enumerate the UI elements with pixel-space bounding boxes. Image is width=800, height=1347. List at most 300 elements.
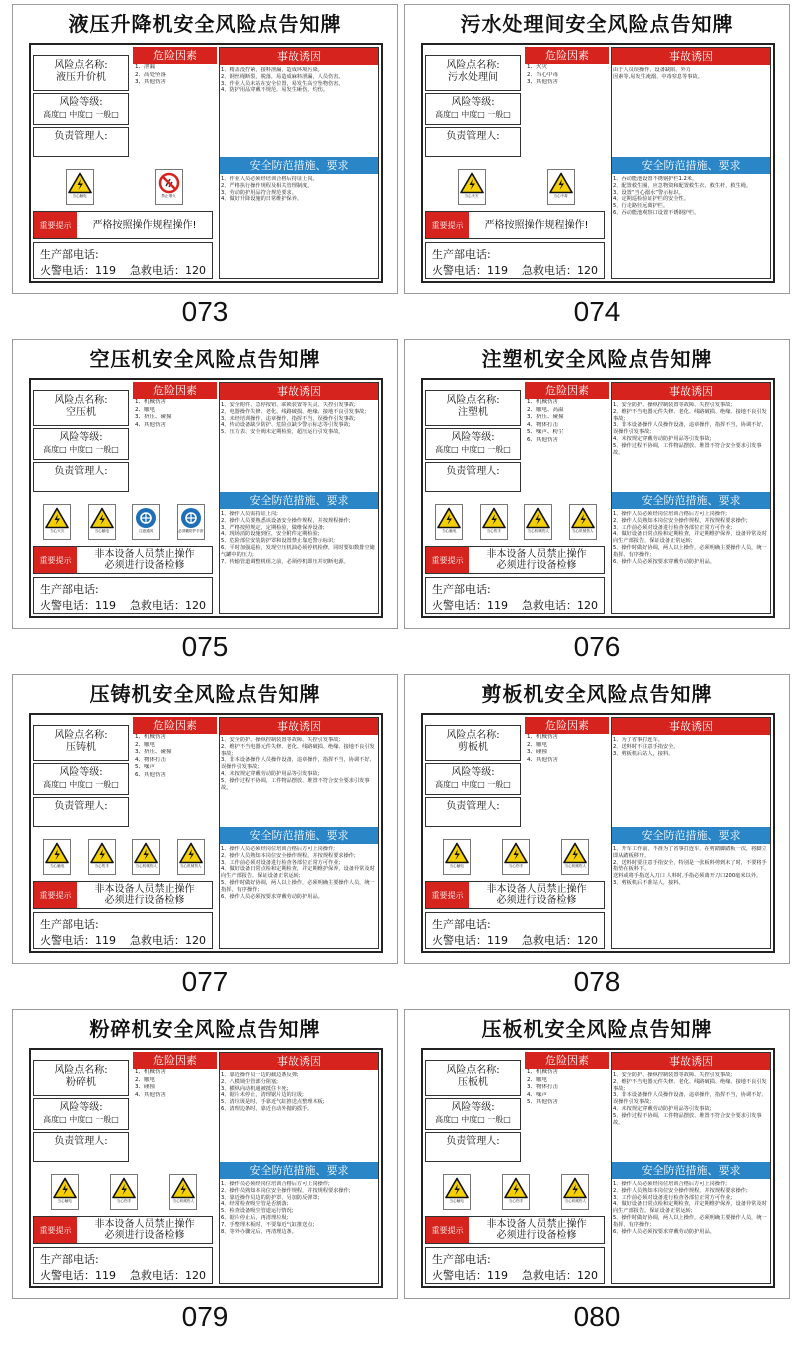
manager-box <box>33 1132 129 1162</box>
accident-causes-header: 事故诱因 <box>220 48 378 65</box>
hazard-item: 5、噪声 <box>135 764 155 770</box>
important-tip-label: 重要提示 <box>426 882 469 908</box>
important-tip-bar <box>33 211 213 239</box>
risk-level-options: 高度□ 中度□ 一般□ <box>435 780 511 789</box>
measure-item: 2、操作员熟知本岗位安全操作规程，并按规程要求操作; <box>221 1187 351 1194</box>
safety-sign-label: 当心机械伤人 <box>564 864 587 868</box>
cause-item: 1、安全附件、急停按钮、联锁装置等失灵、失控引发事故; <box>221 402 356 408</box>
measure-item: 3、靠近操作员边的防护罩，另加防反弹罩; <box>221 1194 320 1201</box>
safety-sign <box>155 169 183 205</box>
contact-box <box>425 242 605 279</box>
sign-card <box>404 1009 790 1299</box>
hazard-item: 3、挤压、碰撞 <box>135 414 172 420</box>
safety-sign-label: 当心触电 <box>442 529 457 533</box>
warning-triangle-icon <box>68 172 92 194</box>
cause-item: 3、非本设备操作人员操作设备，违章操作，指挥不当，协调不好、误操作引发事故; <box>613 422 767 436</box>
hazard-item: 3、其他伤害 <box>135 79 166 85</box>
measure-item: 1、开车工作前，不准为了省事打连车，在剪踏脚踏板一次，将脚立即从踏板移开。 <box>613 846 767 859</box>
measure-item: 6、操作人员必须按要求穿戴劳动防护用品。 <box>613 558 715 565</box>
risk-name-value: 注塑机 <box>458 407 488 418</box>
manager-label: 负责管理人: <box>54 801 108 812</box>
cause-item: 1、靠近操作员一边的截边条反弹; <box>221 1072 299 1078</box>
measures-list <box>221 1181 378 1281</box>
measure-item: 3、剪板机后不准站人，接料。 <box>613 879 684 886</box>
measure-item: 4、经常检查吸尘管是否割落; <box>221 1201 289 1208</box>
cause-item: 1、精盖没拧紧，接料泄漏，造成环境污染。 <box>221 67 323 73</box>
safety-icons <box>35 835 213 879</box>
hazard-item: 4、其他伤害 <box>135 421 166 428</box>
accident-causes-header: 事故诱因 <box>220 1053 378 1070</box>
card-title: 剪板机安全风险点告知牌 <box>481 682 713 706</box>
warning-triangle-icon <box>134 842 158 864</box>
safety-measures-header: 安全防范措施、要求 <box>612 157 770 174</box>
risk-name-value: 剪板机 <box>458 742 488 753</box>
causes-list <box>221 67 378 155</box>
hazard-item: 2、触电 <box>135 741 155 748</box>
important-tip-bar <box>33 1216 213 1244</box>
risk-name-label: 风险点名称: <box>446 1065 500 1076</box>
safety-sign-label: 当心伤手 <box>116 1199 132 1203</box>
mandatory-icon <box>135 507 157 529</box>
safety-sign-label: 当心火灾 <box>464 194 479 198</box>
manager-box <box>425 1132 521 1162</box>
manager-label: 负责管理人: <box>446 1136 500 1147</box>
ambulance-phone: 急救电话：120 <box>522 264 598 277</box>
emergency-phones <box>40 932 206 948</box>
risk-name-box <box>33 725 129 761</box>
warning-triangle-icon <box>504 1177 528 1199</box>
cause-item: 3、横纵向动机通被抵住卡死; <box>221 1085 289 1092</box>
risk-name-label: 风险点名称: <box>54 60 108 71</box>
safety-icons <box>35 165 213 209</box>
causes-list <box>613 1072 770 1160</box>
measure-item: 1、操作人员必须经岗位培训合格后方可上岗操作; <box>221 846 335 852</box>
measure-item: 1、操作人员必须经岗位培训合格后方可上岗操作; <box>613 511 727 517</box>
warning-sign <box>421 713 775 953</box>
important-tip-text <box>79 1217 210 1243</box>
production-phone: 生产部电话: <box>432 248 491 261</box>
cause-item: 1、安全防护、操纵控制装置等故障、失控引发事故; <box>613 402 733 408</box>
risk-level-label: 风险等级: <box>451 767 495 778</box>
important-tip-label: 重要提示 <box>34 212 77 238</box>
card-title: 液压升降机安全风险点告知牌 <box>68 12 342 36</box>
hazard-list <box>527 399 609 444</box>
causes-list <box>613 402 770 490</box>
measure-item: 2、操作人员熟知本岗位安全操作规程，并按规程要求操作; <box>613 1187 748 1194</box>
cause-item: 2、送料时不注意手指安全。 <box>613 743 679 750</box>
risk-level-box <box>425 763 521 795</box>
risk-level-label: 风险等级: <box>451 432 495 443</box>
risk-name-value: 压板机 <box>458 1077 488 1088</box>
important-tip-label: 重要提示 <box>34 1217 77 1243</box>
warning-triangle-icon <box>112 1177 136 1199</box>
safety-sign-label: 当心触电 <box>449 1199 464 1203</box>
cause-item: 4、未按规定穿戴劳动防护用品等引发事故; <box>221 770 320 777</box>
safety-sign-label: 必须戴防护手套 <box>178 529 204 533</box>
important-tip-bar <box>425 881 605 909</box>
safety-sign-label: 当心火灾 <box>50 529 65 533</box>
safety-icons <box>427 500 605 544</box>
warning-triangle-icon <box>563 1177 587 1199</box>
warning-sign <box>29 713 383 953</box>
hazard-item: 3、挤压、碰撞 <box>135 749 172 755</box>
risk-level-options: 高度□ 中度□ 一般□ <box>435 110 511 119</box>
measures-list <box>613 846 770 946</box>
hazard-item: 4、其他伤害 <box>135 1091 166 1098</box>
important-tip-text <box>471 882 602 908</box>
warning-triangle-icon <box>45 507 69 529</box>
contact-box <box>33 1247 213 1284</box>
risk-level-options: 高度□ 中度□ 一般□ <box>43 110 119 119</box>
risk-name-label: 风险点名称: <box>446 395 500 406</box>
cause-item: 由于人员误操作、设备缺陷、外力 <box>613 67 691 73</box>
safety-sign-label: 当心机械伤人 <box>172 1199 195 1203</box>
safety-sign <box>43 504 71 540</box>
production-phone: 生产部电话: <box>432 1253 491 1266</box>
hazard-item: 2、触电 <box>527 1076 547 1083</box>
important-tip-bar <box>33 881 213 909</box>
important-tip-text <box>79 547 210 573</box>
warning-sign <box>421 43 775 283</box>
risk-level-label: 风险等级: <box>59 1102 103 1113</box>
cause-item: 3、剪板机后站人，接料。 <box>613 750 674 757</box>
accident-causes-header: 事故诱因 <box>220 718 378 735</box>
cause-item: 2、维护不当电器元件失修、老化、线路破损、绝缘、接地不良引发事故; <box>221 743 375 757</box>
sign-card <box>404 4 790 294</box>
measure-item: 4、做好设备日常点检和定期检查，并定期维护保养，设备异常及时向生产部报告，保证设备正常运转; <box>613 1201 767 1215</box>
safety-sign-label: 当心伤手 <box>486 529 501 533</box>
measure-item: 2、配置救生圈，应急物资和配置救生衣、救生杆，救生绳。 <box>613 182 752 189</box>
contact-box <box>425 912 605 949</box>
measures-list <box>613 176 770 276</box>
card-title: 压板机安全风险点告知牌 <box>481 1017 713 1041</box>
card-number: 076 <box>573 631 621 662</box>
causes-list <box>613 737 770 825</box>
safety-sign <box>66 169 94 205</box>
safety-sign-label: 当心伤手 <box>94 864 109 868</box>
fire-phone: 火警电话：119 <box>432 599 508 612</box>
warning-sign <box>421 378 775 618</box>
fire-phone: 火警电话：119 <box>432 264 508 277</box>
safety-sign <box>177 504 205 540</box>
causes-list <box>613 67 770 155</box>
safety-sign <box>561 839 589 875</box>
hazard-item: 1、泄漏 <box>135 64 155 70</box>
card-title: 压铸机安全风险点告知牌 <box>89 682 321 706</box>
measure-item: 4、定期巡检验证护栏的安全性。 <box>613 196 689 203</box>
production-phone: 生产部电话: <box>40 583 99 596</box>
emergency-phones <box>40 262 206 278</box>
safety-sign <box>443 839 471 875</box>
measure-item: 2、操作人员熟知本岗位安全操作规程，并按规程要求操作; <box>221 852 356 859</box>
safety-measures-header: 安全防范措施、要求 <box>220 1162 378 1179</box>
cause-item: 1、安全防护、操纵控制装置等故障、失控引发事故; <box>613 1072 733 1078</box>
measure-item: 3、劳动防护用品符合规范要求。 <box>221 189 297 196</box>
cause-item: 2、八模锁尘管部分阻塞; <box>221 1078 278 1085</box>
measure-item: 5、操作时做好协调，两人以上操作，必须明确主要操作人员，统一指挥，有序操作; <box>221 879 375 893</box>
warning-triangle-icon <box>549 172 573 194</box>
sign-card <box>12 1009 398 1299</box>
hazard-list <box>527 1069 609 1107</box>
manager-label: 负责管理人: <box>446 801 500 812</box>
card-number: 080 <box>573 1301 621 1332</box>
fire-phone: 火警电话：119 <box>40 1269 116 1282</box>
cause-item: 3、非本设备操作人员操作设备，违章操作，指挥不当，协调不好、误操作引发事故; <box>221 757 375 771</box>
safety-sign <box>561 1174 589 1210</box>
cause-item: 4、未按规定穿戴劳动防护用品等引发事故; <box>613 435 712 442</box>
important-tip-label: 重要提示 <box>34 547 77 573</box>
hazard-item: 5、噪声、粉尘 <box>527 429 564 435</box>
safety-sign-label: 当心触电 <box>449 864 464 868</box>
safety-sign <box>458 169 486 205</box>
measure-item: 5、行走路径远离护栏。 <box>613 203 669 210</box>
risk-level-options: 高度□ 中度□ 一般□ <box>43 445 119 454</box>
hazard-factors-header: 危险因素 <box>525 382 609 399</box>
hazard-factors-header: 危险因素 <box>525 717 609 734</box>
hazard-factors-header: 危险因素 <box>133 717 217 734</box>
measure-item: 3、工作前必须对设备进行检查各部位正常方可作业; <box>613 1194 733 1201</box>
safety-sign <box>435 504 463 540</box>
important-tip-bar <box>425 1216 605 1244</box>
measure-item: 4、现场消防设施到位，安全附件定期检验; <box>221 531 320 538</box>
card-number: 077 <box>181 966 229 997</box>
cause-item: 5、操作过程不协调，工件物品摆放、堆置不符合安全要求引发事故。 <box>613 442 762 456</box>
important-tip-text <box>471 1217 602 1243</box>
sign-card <box>404 674 790 964</box>
risk-name-label: 风险点名称: <box>54 395 108 406</box>
cause-item: 1、为了省事打连车。 <box>613 737 663 743</box>
safety-sign <box>569 504 597 540</box>
safety-sign-label: 当心机械伤人 <box>179 864 202 868</box>
hazard-item: 2、当心中毒 <box>527 71 558 78</box>
risk-name-value: 液压升价机 <box>56 72 106 83</box>
hazard-item: 6、其他伤害 <box>527 436 558 443</box>
manager-label: 负责管理人: <box>446 131 500 142</box>
emergency-phones <box>40 1267 206 1283</box>
important-tip-bar <box>33 546 213 574</box>
hazard-item: 3、物体打击 <box>527 1084 558 1090</box>
warning-triangle-icon <box>53 1177 77 1199</box>
cause-item: 2、钢丝绳断裂，脱落，易造成麻料泄漏，人员伤害。 <box>221 73 344 80</box>
measure-item: 2、操作人员熟知本岗位安全操作规程，并按规程要求操作; <box>613 517 748 524</box>
risk-name-value: 粉碎机 <box>66 1077 96 1088</box>
ambulance-phone: 急救电话：120 <box>130 264 206 277</box>
card-title: 污水处理间安全风险点告知牌 <box>460 12 734 36</box>
cause-item: 5、清垃圾是时，手靠近气缸推送点整理木板; <box>221 1099 325 1106</box>
risk-level-box <box>33 428 129 460</box>
warning-triangle-icon <box>171 1177 195 1199</box>
measure-item: 1、操作员必须经岗位培训合格后方可上岗操作; <box>221 1181 330 1187</box>
cause-item: 5、操作过程不协调，工件物品摆放、堆置不符合安全要求引发事故。 <box>613 1112 762 1126</box>
risk-name-value: 污水处理间 <box>448 72 498 83</box>
manager-box <box>33 797 129 827</box>
risk-name-box <box>425 1060 521 1096</box>
measure-item: 8、等外办骤完后，再清理边条。 <box>221 1228 297 1235</box>
measure-item: 7、手整理木板时，不要靠近气缸推送点; <box>221 1221 315 1228</box>
cause-item: 4、未按规定穿戴劳动防护用品等引发事故; <box>613 1105 712 1112</box>
safety-sign-label: 当心机械伤人 <box>571 529 594 533</box>
hazard-item: 4、物体打击 <box>527 421 558 428</box>
warning-triangle-icon <box>45 842 69 864</box>
important-tip-text <box>471 212 602 238</box>
tip-line: 严格按照操作规程操作! <box>484 219 589 231</box>
tip-line: 必须进行设备检修 <box>104 1230 185 1241</box>
hazard-list <box>135 399 217 429</box>
hazard-item: 1、机械伤害 <box>527 399 558 405</box>
measure-item: 6、操作人员必须按要求穿戴劳动防护用品。 <box>221 893 323 900</box>
safety-sign-label: 当心伤手 <box>508 1199 524 1203</box>
safety-sign-label: 当心触电 <box>94 529 109 533</box>
hazard-item: 1、机械伤害 <box>135 734 166 740</box>
measures-list <box>221 846 378 946</box>
measure-item: 1、操作人员需持证上岗; <box>221 511 278 517</box>
safety-sign-label: 当心伤手 <box>508 864 524 868</box>
fire-phone: 火警电话：119 <box>432 934 508 947</box>
risk-level-options: 高度□ 中度□ 一般□ <box>435 445 511 454</box>
measure-item: 1、作业人员必须经培训合格后持证上岗。 <box>221 176 318 182</box>
safety-sign-label: 当心机械伤人 <box>135 864 158 868</box>
risk-name-label: 风险点名称: <box>446 730 500 741</box>
sign-card <box>12 4 398 294</box>
accident-causes-header: 事故诱因 <box>220 383 378 400</box>
ambulance-phone: 急救电话：120 <box>522 1269 598 1282</box>
warning-triangle-icon <box>179 842 203 864</box>
card-number: 074 <box>573 296 621 327</box>
production-phone: 生产部电话: <box>40 1253 99 1266</box>
safety-sign <box>132 839 160 875</box>
risk-name-label: 风险点名称: <box>54 1065 108 1076</box>
hazard-list <box>527 64 609 87</box>
mandatory-icon <box>180 507 202 529</box>
production-phone: 生产部电话: <box>40 918 99 931</box>
measure-item: 5、操作时做好协调，两人以上操作，必须明确主要操作人员，统一指挥，有序操作; <box>613 1214 767 1228</box>
card-number: 078 <box>573 966 621 997</box>
production-phone: 生产部电话: <box>432 583 491 596</box>
manager-box <box>425 462 521 492</box>
cause-item: 3、作业人员未站在安全位置，易发生高空坠物伤害。 <box>221 80 344 87</box>
risk-level-label: 风险等级: <box>59 432 103 443</box>
hazard-item: 4、物体打击 <box>135 756 166 763</box>
warning-triangle-icon <box>571 507 595 529</box>
hazard-factors-header: 危险因素 <box>133 382 217 399</box>
contact-box <box>33 577 213 614</box>
tip-line: 非本设备人员禁止操作 <box>486 884 587 895</box>
important-tip-label: 重要提示 <box>426 547 469 573</box>
warning-triangle-icon <box>445 1177 469 1199</box>
measure-item: 3、工作前必须对设备进行检查各部位正常方可作业; <box>221 859 341 866</box>
risk-name-box <box>425 55 521 91</box>
measure-item: 1、操作人员必须经岗位培训合格后方可上岗操作; <box>613 1181 727 1187</box>
hazard-factors-header: 危险因素 <box>133 1052 217 1069</box>
safety-measures-header: 安全防范措施、要求 <box>220 827 378 844</box>
safety-sign <box>443 1174 471 1210</box>
measures-list <box>613 1181 770 1281</box>
accident-causes-header: 事故诱因 <box>612 383 770 400</box>
hazard-factors-header: 危险因素 <box>525 1052 609 1069</box>
card-title: 注塑机安全风险点告知牌 <box>481 347 713 371</box>
hazard-list <box>135 64 217 87</box>
risk-level-box <box>425 93 521 125</box>
measure-item: 5、危险部位安装防护罩和设置禁止靠近警示标识; <box>221 538 335 545</box>
hazard-item: 4、其他伤害 <box>527 756 558 763</box>
risk-level-box <box>425 1098 521 1130</box>
measures-list <box>221 176 378 276</box>
warning-triangle-icon <box>90 842 114 864</box>
warning-triangle-icon <box>460 172 484 194</box>
risk-level-box <box>425 428 521 460</box>
important-tip-text <box>79 882 210 908</box>
risk-name-label: 风险点名称: <box>54 730 108 741</box>
important-tip-bar <box>425 211 605 239</box>
safety-sign-label: 当心机械伤人 <box>527 529 550 533</box>
measure-item: 送料或将手指送入刀口 人料时,手指必须离开刀口200毫米以外。 <box>613 873 762 880</box>
safety-sign-label: 当心机械伤人 <box>564 1199 587 1203</box>
cause-item: 5、压力表、安全阀未定期检验，超压运行引发事故。 <box>221 429 344 436</box>
safety-icons <box>35 500 213 544</box>
ambulance-phone: 急救电话：120 <box>130 934 206 947</box>
risk-name-box <box>33 390 129 426</box>
cause-item: 因素等,易发生淹溺、中毒窒息等事故。 <box>613 73 703 80</box>
production-phone: 生产部电话: <box>40 248 99 261</box>
hazard-item: 2、触电 <box>135 406 155 413</box>
cause-item: 4、防护用品穿戴不规范，易发生砸伤，灼伤。 <box>221 87 329 94</box>
important-tip-bar <box>425 546 605 574</box>
manager-label: 负责管理人: <box>54 1136 108 1147</box>
measure-item: 7、传输管道调整机组之前，必须停机即压并切断电源。 <box>221 558 349 565</box>
hazard-factors-header: 危险因素 <box>133 47 217 64</box>
measure-item: 4、做好设备日常点检和定期检查，并定期维护保养，设备异常及时向生产部报告，保证设备正常运转; <box>613 531 767 545</box>
accident-causes-header: 事故诱因 <box>612 718 770 735</box>
measure-item: 2、严格执行操作规程及相关管理制度。 <box>221 182 313 189</box>
risk-level-box <box>33 763 129 795</box>
hazard-item: 4、噪声 <box>527 1091 547 1098</box>
safety-sign-label: 当心触电 <box>50 864 65 868</box>
cause-item: 1、安全防护、操纵控制装置等故障、失控引发事故; <box>221 737 341 743</box>
manager-label: 负责管理人: <box>54 466 108 477</box>
cause-item: 5、操作过程不协调，工件物品摆放、堆置不符合安全要求引发事故。 <box>221 777 370 791</box>
hazard-item: 1、火灾 <box>527 64 547 70</box>
measure-item: 4、做好设备日常点检和定期检查，并定期维护保养，设备异常及时向生产部报告，保证设备正常运转; <box>221 866 375 880</box>
risk-name-label: 风险点名称: <box>446 60 500 71</box>
sign-card <box>12 339 398 629</box>
hazard-item: 2、触电、高温 <box>527 406 564 413</box>
cause-item: 4、传动设备缺少防护、危险点缺少警示标志等引发事故; <box>221 422 351 429</box>
ambulance-phone: 急救电话：120 <box>130 1269 206 1282</box>
important-tip-label: 重要提示 <box>426 1217 469 1243</box>
measure-item: 6、吞动能池观察口设置不锈钢护栏。 <box>613 209 700 216</box>
risk-name-value: 压铸机 <box>66 742 96 753</box>
risk-name-box <box>33 55 129 91</box>
measure-item: 5、操作时做好协调，两人以上操作，必须明确主要操作人员，统一指挥，有序操作; <box>613 544 767 558</box>
warning-triangle-icon <box>526 507 550 529</box>
safety-sign-label: 注意通风 <box>139 529 154 533</box>
risk-level-options: 高度□ 中度□ 一般□ <box>43 1115 119 1124</box>
manager-box <box>425 127 521 157</box>
measures-list <box>221 511 378 611</box>
safety-measures-header: 安全防范措施、要求 <box>612 827 770 844</box>
important-tip-label: 重要提示 <box>426 212 469 238</box>
emergency-phones <box>40 597 206 613</box>
card-number: 075 <box>181 631 229 662</box>
cause-item: 3、非本设备操作人员操作设备，违章操作，指挥不当，协调不好、误操作引发事故; <box>613 1092 767 1106</box>
cause-item: 2、维护不当电器元件失修、老化、线路破损、绝缘、接地不良引发事故; <box>613 408 767 422</box>
risk-level-options: 高度□ 中度□ 一般□ <box>435 1115 511 1124</box>
causes-list <box>221 1072 378 1160</box>
warning-triangle-icon <box>437 507 461 529</box>
hazard-item: 1、机械伤害 <box>527 734 558 740</box>
hazard-item: 2、触电 <box>135 1076 155 1083</box>
risk-level-label: 风险等级: <box>451 1102 495 1113</box>
